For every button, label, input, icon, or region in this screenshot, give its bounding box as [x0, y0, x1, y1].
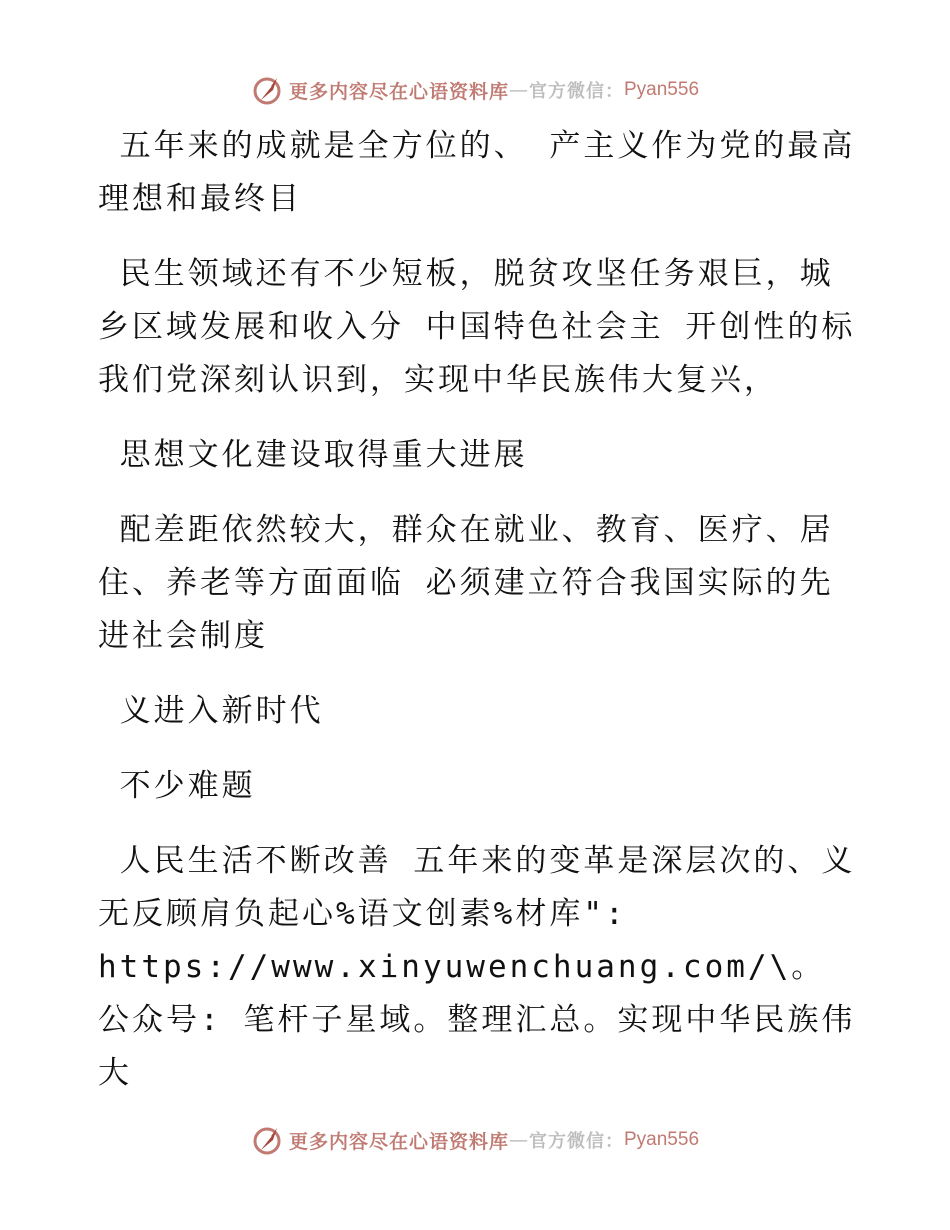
paragraph-6: 不少难题 — [98, 768, 256, 804]
banner-wechat-label: 官方微信： — [529, 1131, 624, 1152]
header-banner — [0, 70, 950, 110]
paragraph-2: 民生领域还有不少短板，脱贫攻坚任务艰巨，城乡区域发展和收入分 中国特色社会主 开创性的标 我们党深刻认识到，实现中华民族伟大复兴， — [98, 256, 877, 398]
banner-wechat-id: Pyan556 — [624, 79, 700, 100]
paragraph-4: 配差距依然较大，群众在就业、教育、医疗、居住、养老等方面面临 必须建立符合我国实际的先进社会制度 — [98, 512, 834, 654]
paragraph-7: 人民生活不断改善 五年来的变革是深层次的、义无反顾肩负起心%语文创素%材库": https://www.xinyuwenchuang.com/\。公众号: 笔杆子星域。整理汇总。实现中华民族伟大 — [98, 843, 856, 1091]
banner-title: 更多内容尽在心语资料库 — [288, 1130, 509, 1153]
paragraph-1: 五年来的成就是全方位的、 产主义作为党的最高理想和最终目 — [98, 128, 856, 217]
banner-title: 更多内容尽在心语资料库 — [288, 80, 509, 103]
banner-wechat-id: Pyan556 — [624, 1129, 700, 1150]
banner-dash: — — [509, 79, 529, 101]
paragraph-5: 义进入新时代 — [98, 693, 324, 729]
banner-dash: — — [509, 1129, 529, 1151]
quill-logo-icon — [251, 1124, 283, 1156]
banner-wechat-label: 官方微信： — [529, 81, 624, 102]
footer-banner — [0, 1120, 950, 1160]
document-body — [98, 120, 877, 1122]
quill-logo-icon — [251, 74, 283, 106]
paragraph-3: 思想文化建设取得重大进展 — [98, 437, 528, 473]
